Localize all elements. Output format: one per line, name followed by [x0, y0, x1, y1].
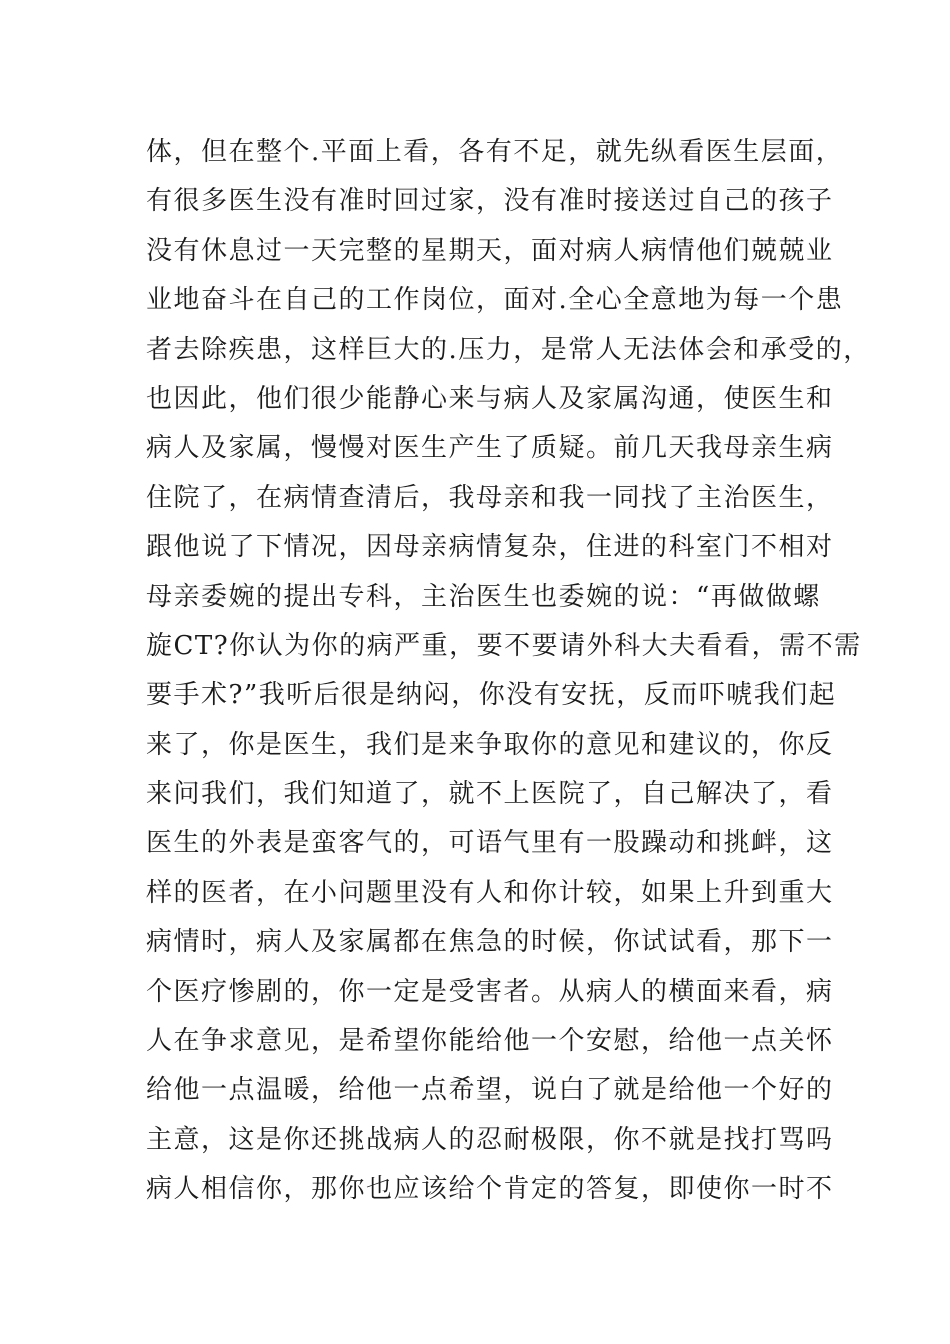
- text-line: 旋CT?你认为你的病严重，要不要请外科大夫看看，需不需: [146, 630, 862, 661]
- text-line: 给他一点温暖，给他一点希望，说白了就是给他一个好的: [146, 1075, 834, 1106]
- text-line: 来问我们，我们知道了，就不上医院了，自己解决了，看: [146, 779, 834, 810]
- text-line: 有很多医生没有准时回过家，没有准时接送过自己的孩子: [146, 186, 834, 217]
- text-line: 也因此，他们很少能静心来与病人及家属沟通，使医生和: [146, 383, 834, 414]
- text-line: 者去除疾患，这样巨大的.压力，是常人无法体会和承受的，: [146, 334, 871, 365]
- text-line: 来了，你是医生，我们是来争取你的意见和建议的，你反: [146, 729, 834, 760]
- text-line: 样的医者，在小问题里没有人和你计较，如果上升到重大: [146, 877, 834, 908]
- text-line: 要手术?”我听后很是纳闷，你没有安抚，反而吓唬我们起: [146, 680, 837, 711]
- body-text: [146, 128, 871, 1215]
- text-line: 住院了，在病情查清后，我母亲和我一同找了主治医生，: [146, 482, 834, 513]
- text-line: 业地奋斗在自己的工作岗位，面对.全心全意地为每一个患: [146, 285, 844, 316]
- text-line: 体，但在整个.平面上看，各有不足，就先纵看医生层面，: [146, 137, 844, 167]
- text-line: 人在争求意见，是希望你能给他一个安慰，给他一点关怀: [146, 1026, 834, 1057]
- text-line: 主意，这是你还挑战病人的忍耐极限，你不就是找打骂吗: [146, 1124, 834, 1155]
- text-line: 母亲委婉的提出专科，主治医生也委婉的说：“再做做螺: [146, 581, 821, 612]
- text-line: 没有休息过一天完整的星期天，面对病人病情他们兢兢业: [146, 235, 834, 266]
- text-line: 病人及家属，慢慢对医生产生了质疑。前几天我母亲生病: [146, 433, 834, 464]
- text-line: 病情时，病人及家属都在焦急的时候，你试试看，那下一: [146, 927, 834, 958]
- text-line: 医生的外表是蛮客气的，可语气里有一股躁动和挑衅，这: [146, 828, 834, 859]
- text-line: 个医疗惨剧的，你一定是受害者。从病人的横面来看，病: [146, 976, 834, 1007]
- text-line: 跟他说了下情况，因母亲病情复杂，住进的科室门不相对: [146, 532, 834, 563]
- text-line: 病人相信你，那你也应该给个肯定的答复，即使你一时不: [146, 1174, 834, 1205]
